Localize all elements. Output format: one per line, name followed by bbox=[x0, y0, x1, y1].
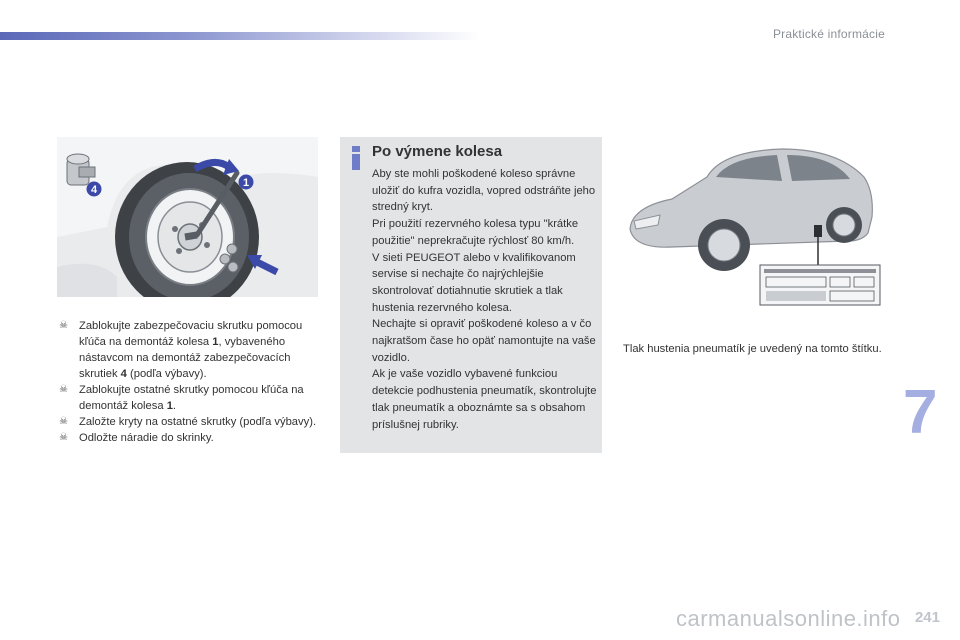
callout-1-badge bbox=[238, 174, 254, 190]
watermark: carmanualsonline.info bbox=[676, 606, 901, 631]
bullet-flag-icon: ☠ bbox=[59, 320, 68, 331]
instruction-item: ☠ Zablokujte zabezpečovaciu skrutku pomocou kľúča na demontáž kolesa 1, vybaveného nástavcom na demontáž zabezpečovacích skrutiek 4 (podľa výbavy). bbox=[59, 320, 303, 380]
car-drawing bbox=[612, 137, 886, 309]
car-figure-caption: Tlak hustenia pneumatík je uvedený na tomto štítku. bbox=[623, 343, 882, 355]
header-color-bar bbox=[0, 32, 480, 40]
info-box-title: Po výmene kolesa bbox=[372, 143, 503, 160]
callout-1-label: 1 bbox=[242, 177, 250, 189]
callout-4-label: 4 bbox=[90, 184, 98, 196]
bullet-flag-icon: ☠ bbox=[59, 384, 68, 395]
info-paragraph: Nechajte si opraviť poškodené koleso a v čo najkratšom čase ho opäť namontujte na vaše vozidlo. bbox=[372, 318, 596, 364]
car-tyre-label-illustration bbox=[612, 137, 886, 309]
instruction-item: ☠ Zablokujte ostatné skrutky pomocou kľúča na demontáž kolesa 1. bbox=[59, 384, 304, 412]
chapter-number: 7 bbox=[903, 378, 938, 447]
section-title: Praktické informácie bbox=[772, 27, 885, 41]
instruction-list bbox=[57, 318, 325, 446]
callout-4-badge bbox=[86, 181, 102, 197]
info-paragraph: V sieti PEUGEOT alebo v kvalifikovanom servise si nechajte čo najrýchlejšie skontrolovať dotiahnutie skrutiek a tlak hustenia rezervného kolesa. bbox=[372, 251, 576, 314]
info-icon bbox=[349, 146, 363, 170]
info-paragraph: Aby ste mohli poškodené koleso správne uložiť do kufra vozidla, vopred odstráňte jeho stredný kryt. bbox=[372, 168, 596, 214]
info-paragraph: Ak je vaše vozidlo vybavené funkciou detekcie podhustenia pneumatík, skontrolujte tlak pneumatík a oboznámte sa s obsahom príslušnej rubriky. bbox=[372, 368, 597, 431]
bullet-flag-icon: ☠ bbox=[59, 432, 68, 443]
info-box-body bbox=[372, 166, 597, 433]
wheel-wrench-illustration bbox=[57, 137, 318, 297]
bullet-flag-icon: ☠ bbox=[59, 416, 68, 427]
info-box bbox=[340, 137, 602, 453]
instruction-item: ☠ Odložte náradie do skrinky. bbox=[59, 432, 214, 444]
info-paragraph: Pri použití rezervného kolesa typu "krátke použitie" neprekračujte rýchlosť 80 km/h. bbox=[372, 218, 579, 247]
wheel-wrench-drawing bbox=[57, 137, 318, 297]
instruction-item: ☠ Založte kryty na ostatné skrutky (podľa výbavy). bbox=[59, 416, 317, 428]
page-number: 241 bbox=[914, 609, 940, 626]
